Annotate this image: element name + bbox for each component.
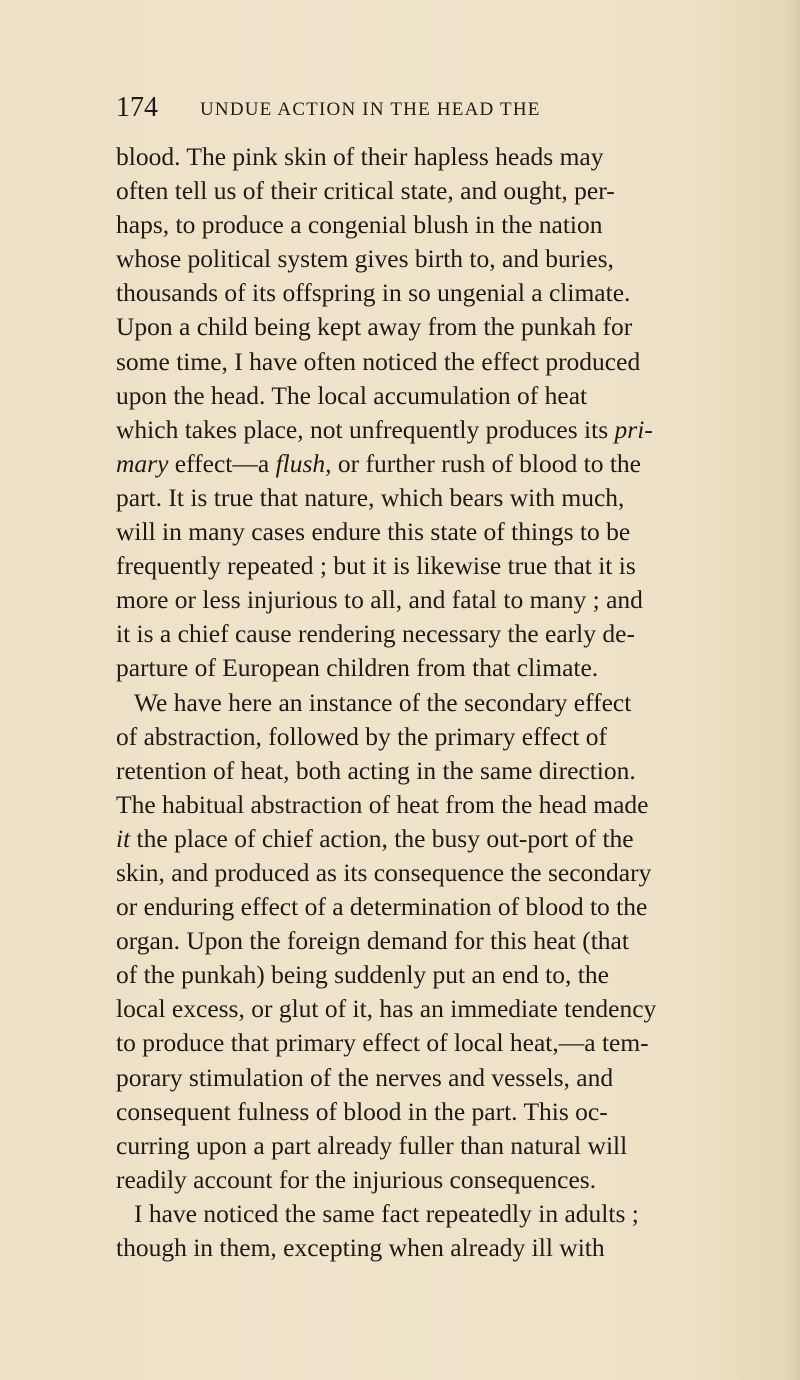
text-segment: readily account for the injurious consequences. xyxy=(116,1164,597,1194)
text-segment: haps, to produce a congenial blush in the nation xyxy=(116,210,603,240)
text-line xyxy=(116,1129,718,1163)
text-segment: retention of heat, both acting in the same direction. xyxy=(116,755,636,785)
text-segment: of abstraction, followed by the primary effect of xyxy=(116,721,607,751)
text-segment: parture of European children from that climate. xyxy=(116,653,599,683)
text-line xyxy=(116,174,718,208)
text-segment: part. It is true that nature, which bears with much, xyxy=(116,482,625,512)
text-line xyxy=(116,1163,718,1197)
text-segment: curring upon a part already fuller than natural will xyxy=(116,1130,628,1160)
text-line xyxy=(116,140,718,174)
text-segment: of the punkah) being suddenly put an end to, the xyxy=(116,960,609,990)
italic-text: flush, xyxy=(275,448,332,478)
italic-text: mary xyxy=(116,448,169,478)
text-line xyxy=(116,822,718,856)
text-segment: The habitual abstraction of heat from the head made xyxy=(116,789,649,819)
text-line xyxy=(116,720,718,754)
text-line xyxy=(116,992,718,1026)
text-line xyxy=(116,345,718,379)
text-line xyxy=(116,413,718,447)
italic-text: it xyxy=(116,823,131,853)
text-line xyxy=(116,447,718,481)
text-segment: blood. The pink skin of their hapless heads may xyxy=(116,142,604,171)
text-segment: to produce that primary effect of local heat,—a tem- xyxy=(116,1028,649,1058)
text-line xyxy=(116,958,718,992)
body-text xyxy=(116,140,718,1265)
text-line xyxy=(116,617,718,651)
text-segment: it is a chief cause rendering necessary the early de- xyxy=(116,619,635,649)
text-segment: Upon a child being kept away from the punkah for xyxy=(116,312,633,342)
text-segment: some time, I have often noticed the effect produced xyxy=(116,346,641,376)
text-segment: skin, and produced as its consequence the secondary xyxy=(116,857,652,887)
text-segment: We have here an instance of the secondary effect xyxy=(134,687,632,717)
text-segment: I have noticed the same fact repeatedly in adults ; xyxy=(134,1198,639,1228)
text-line xyxy=(116,686,718,720)
text-line xyxy=(116,1061,718,1095)
text-line xyxy=(116,754,718,788)
text-line xyxy=(116,379,718,413)
page-number: 174 xyxy=(116,92,158,123)
text-segment: organ. Upon the foreign demand for this heat (that xyxy=(116,926,629,956)
text-line xyxy=(116,788,718,822)
text-segment: more or less injurious to all, and fatal to many ; and xyxy=(116,585,643,615)
text-segment: effect—a xyxy=(168,448,276,478)
text-line xyxy=(116,481,718,515)
text-line xyxy=(116,890,718,924)
text-segment: thousands of its offspring in so ungenial a climate. xyxy=(116,278,631,308)
text-line xyxy=(116,1095,718,1129)
text-segment: will in many cases endure this state of things to be xyxy=(116,517,631,547)
text-segment: whose political system gives birth to, and buries, xyxy=(116,244,614,274)
text-segment: which takes place, not unfrequently produces its xyxy=(116,414,615,444)
running-head xyxy=(116,92,716,128)
text-line xyxy=(116,1026,718,1060)
text-segment: consequent fulness of blood in the part. This oc- xyxy=(116,1096,608,1126)
page-edge-shadow xyxy=(786,0,800,1380)
running-head-title: UNDUE ACTION IN THE HEAD THE xyxy=(200,99,541,120)
text-line xyxy=(116,208,718,242)
text-line xyxy=(116,242,718,276)
text-line xyxy=(116,549,718,583)
text-line xyxy=(116,583,718,617)
italic-text: pri- xyxy=(614,414,653,444)
text-line xyxy=(116,276,718,310)
text-line xyxy=(116,310,718,344)
text-segment: though in them, excepting when already ill with xyxy=(116,1233,605,1262)
text-segment: or further rush of blood to the xyxy=(331,448,642,478)
text-line xyxy=(116,856,718,890)
text-line xyxy=(116,651,718,685)
text-segment: frequently repeated ; but it is likewise true that it is xyxy=(116,551,636,581)
text-line xyxy=(116,1231,718,1265)
text-segment: the place of chief action, the busy out-port of the xyxy=(130,823,634,853)
text-segment: or enduring effect of a determination of blood to the xyxy=(116,892,648,922)
text-line xyxy=(116,1197,718,1231)
text-segment: local excess, or glut of it, has an immediate tendency xyxy=(116,994,657,1024)
text-line xyxy=(116,515,718,549)
text-segment: often tell us of their critical state, and ought, per- xyxy=(116,176,615,206)
text-segment: porary stimulation of the nerves and vessels, and xyxy=(116,1062,614,1092)
text-segment: upon the head. The local accumulation of heat xyxy=(116,380,588,410)
text-line xyxy=(116,924,718,958)
